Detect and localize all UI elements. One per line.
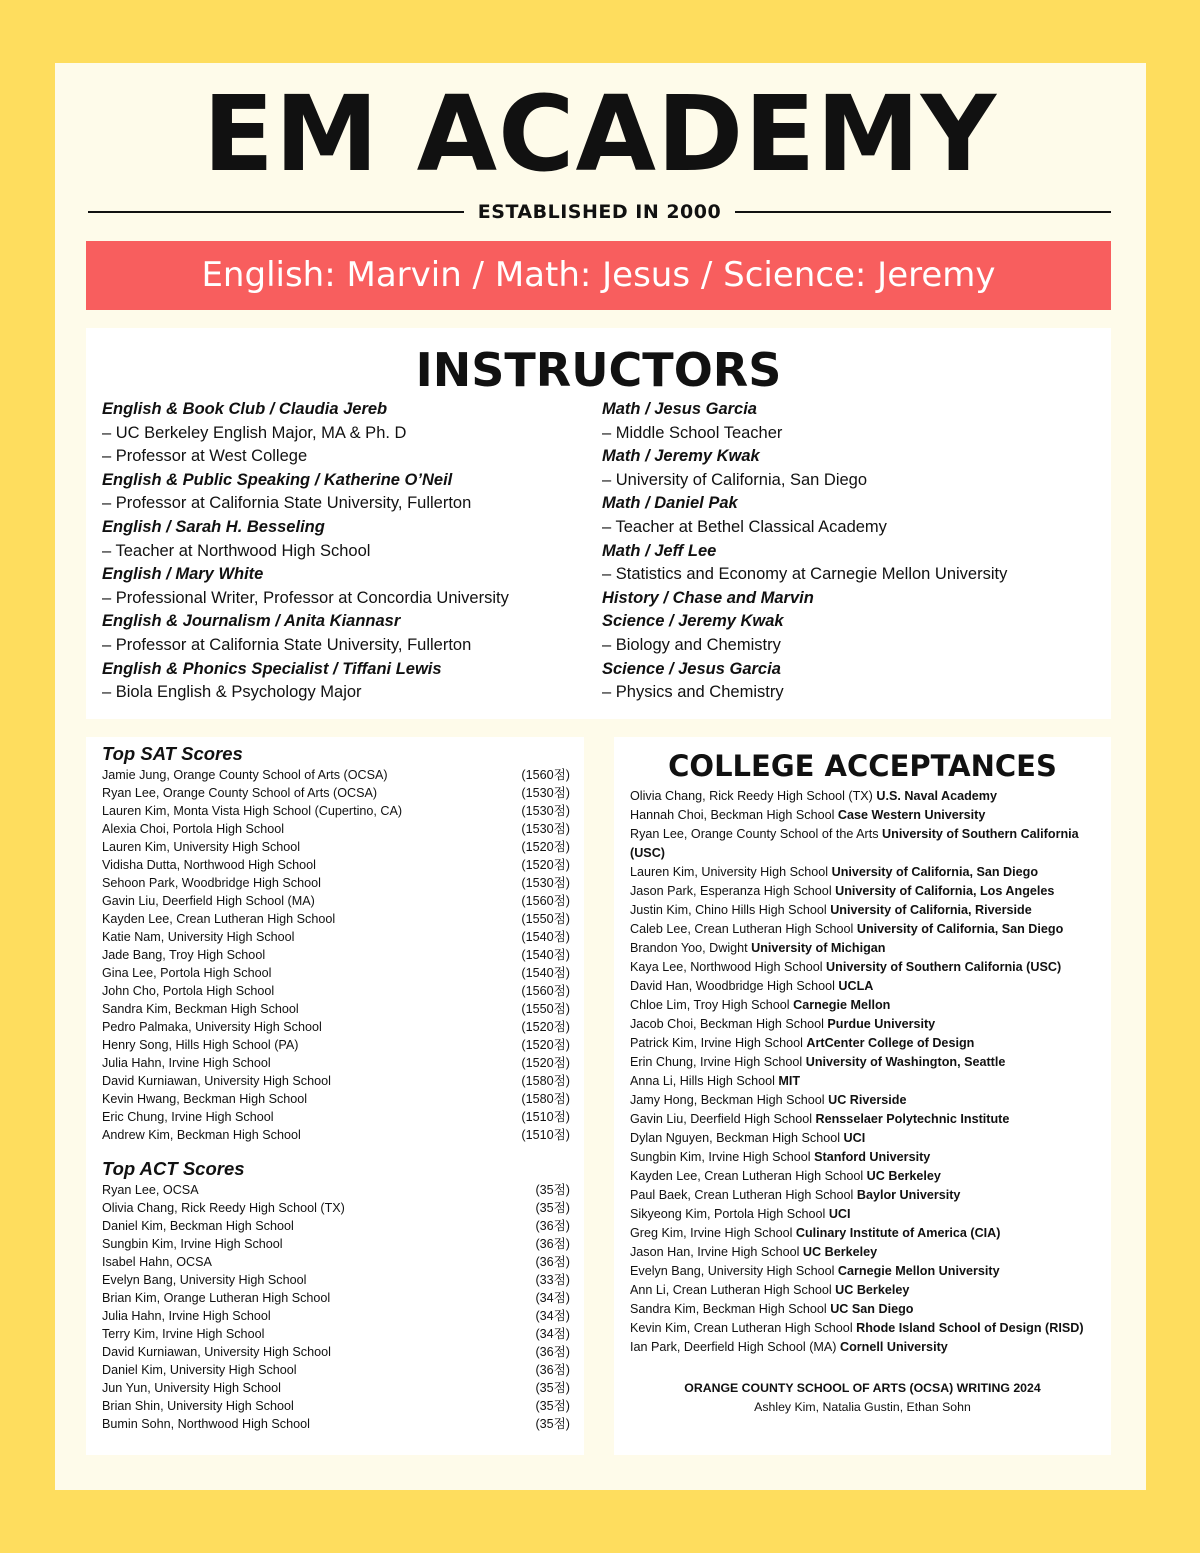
instructors-title: INSTRUCTORS	[415, 343, 782, 397]
instructor-heading: English / Mary White	[102, 565, 264, 584]
sat-score-row	[102, 1054, 570, 1072]
score-value: (1540점)	[521, 966, 570, 980]
acceptance-student: Greg Kim, Irvine High School	[630, 1226, 793, 1240]
student-name: Jun Yun, University High School	[102, 1381, 281, 1395]
acceptance-college: UC Berkeley	[866, 1169, 941, 1183]
instructors-right-column	[602, 398, 1102, 705]
instructor-heading: English & Phonics Specialist / Tiffani Lewis	[102, 659, 442, 678]
student-name: John Cho, Portola High School	[102, 984, 275, 998]
acceptance-row	[630, 1243, 1100, 1262]
divider-right	[735, 211, 1111, 213]
acceptance-row	[630, 901, 1100, 920]
acceptance-student: Ryan Lee, Orange County School of the Arts	[630, 827, 879, 841]
acceptance-student: Evelyn Bang, University High School	[630, 1264, 835, 1278]
sat-score-row	[102, 1036, 570, 1054]
sat-score-row	[102, 820, 570, 838]
acceptance-college: Case Western University	[837, 808, 986, 822]
instructor-detail: – Professional Writer, Professor at Concordia University	[102, 588, 509, 607]
acceptance-row	[630, 1129, 1100, 1148]
student-name: Gavin Liu, Deerfield High School (MA)	[102, 894, 315, 908]
sat-score-row	[102, 928, 570, 946]
acceptance-row	[630, 1319, 1100, 1338]
acceptances-title: COLLEGE ACCEPTANCES	[668, 749, 1057, 783]
acceptances-list	[630, 787, 1100, 1357]
instructor-detail: – Middle School Teacher	[602, 423, 783, 442]
sat-score-row	[102, 784, 570, 802]
acceptance-college: University of California, San Diego	[831, 865, 1039, 879]
acceptance-college: UC Berkeley	[835, 1283, 910, 1297]
student-name: David Kurniawan, University High School	[102, 1345, 331, 1359]
student-name: Lauren Kim, University High School	[102, 840, 301, 854]
acceptance-row	[630, 863, 1100, 882]
act-score-row	[102, 1217, 570, 1235]
acceptance-student: Justin Kim, Chino Hills High School	[630, 903, 827, 917]
student-name: Sandra Kim, Beckman High School	[102, 1002, 299, 1016]
score-value: (35점)	[535, 1381, 570, 1395]
act-score-row	[102, 1271, 570, 1289]
acceptance-college: UCI	[828, 1207, 851, 1221]
score-value: (35점)	[535, 1417, 570, 1431]
score-value: (1520점)	[521, 858, 570, 872]
instructor-heading: History / Chase and Marvin	[602, 588, 814, 607]
instructor-detail: – Teacher at Bethel Classical Academy	[602, 517, 887, 536]
act-score-row	[102, 1361, 570, 1379]
student-name: Ryan Lee, Orange County School of Arts (OCSA)	[102, 786, 378, 800]
student-name: Kayden Lee, Crean Lutheran High School	[102, 912, 336, 926]
acceptance-student: Caleb Lee, Crean Lutheran High School	[630, 922, 854, 936]
acceptance-college: University of California, Los Angeles	[835, 884, 1055, 898]
instructors-left-column	[102, 398, 602, 705]
instructor-heading: Math / Jeff Lee	[602, 541, 717, 560]
acceptance-student: Sikyeong Kim, Portola High School	[630, 1207, 826, 1221]
sat-score-row	[102, 1072, 570, 1090]
student-name: Eric Chung, Irvine High School	[102, 1110, 274, 1124]
acceptance-row	[630, 1300, 1100, 1319]
act-score-row	[102, 1415, 570, 1433]
student-name: Olivia Chang, Rick Reedy High School (TX)	[102, 1201, 345, 1215]
score-value: (35점)	[535, 1399, 570, 1413]
sat-score-row	[102, 802, 570, 820]
score-value: (1520점)	[521, 840, 570, 854]
score-value: (1580점)	[521, 1092, 570, 1106]
acceptance-college: Rensselaer Polytechnic Institute	[815, 1112, 1010, 1126]
score-value: (36점)	[535, 1255, 570, 1269]
act-score-row	[102, 1235, 570, 1253]
acceptance-student: Gavin Liu, Deerfield High School	[630, 1112, 813, 1126]
instructor-heading: Science / Jeremy Kwak	[602, 612, 784, 631]
instructor-detail: – University of California, San Diego	[602, 470, 868, 489]
sat-score-row	[102, 1090, 570, 1108]
acceptance-student: Ian Park, Deerfield High School (MA)	[630, 1340, 837, 1354]
score-value: (1530점)	[521, 822, 570, 836]
student-name: Andrew Kim, Beckman High School	[102, 1128, 301, 1142]
score-value: (1520점)	[521, 1020, 570, 1034]
acceptance-student: Dylan Nguyen, Beckman High School	[630, 1131, 841, 1145]
acceptance-student: Anna Li, Hills High School	[630, 1074, 775, 1088]
instructor-detail: – Professor at West College	[102, 447, 308, 466]
instructor-detail: – Biology and Chemistry	[602, 635, 781, 654]
act-score-row	[102, 1397, 570, 1415]
score-value: (1530점)	[521, 804, 570, 818]
page-title: EM ACADEMY	[202, 73, 998, 195]
score-value: (34점)	[535, 1291, 570, 1305]
score-value: (36점)	[535, 1237, 570, 1251]
acceptance-row	[630, 787, 1100, 806]
acceptance-row	[630, 1262, 1100, 1281]
instructor-detail: – UC Berkeley English Major, MA & Ph. D	[102, 423, 407, 442]
acceptance-row	[630, 1205, 1100, 1224]
established-row	[88, 198, 1111, 226]
acceptance-row	[630, 1148, 1100, 1167]
acceptance-row	[630, 825, 1100, 863]
acceptance-row	[630, 806, 1100, 825]
score-value: (33점)	[535, 1273, 570, 1287]
acceptance-row	[630, 1281, 1100, 1300]
act-score-row	[102, 1325, 570, 1343]
acceptance-college: University of Southern California (USC)	[630, 827, 1079, 860]
acceptance-student: Jason Han, Irvine High School	[630, 1245, 800, 1259]
student-name: Pedro Palmaka, University High School	[102, 1020, 322, 1034]
acceptance-student: Lauren Kim, University High School	[630, 865, 829, 879]
acceptance-student: Kaya Lee, Northwood High School	[630, 960, 823, 974]
student-name: Daniel Kim, University High School	[102, 1363, 297, 1377]
sat-score-row	[102, 874, 570, 892]
acceptance-row	[630, 1053, 1100, 1072]
acceptance-row	[630, 882, 1100, 901]
acceptance-college: ArtCenter College of Design	[806, 1036, 975, 1050]
acceptance-row	[630, 939, 1100, 958]
score-value: (1510점)	[521, 1110, 570, 1124]
score-value: (1510점)	[521, 1128, 570, 1142]
acceptance-student: Erin Chung, Irvine High School	[630, 1055, 803, 1069]
sat-score-row	[102, 856, 570, 874]
acceptance-college: Baylor University	[856, 1188, 961, 1202]
acceptance-college: University of California, San Diego	[856, 922, 1064, 936]
instructor-heading: English & Journalism / Anita Kiannasr	[102, 612, 401, 631]
instructor-detail: – Teacher at Northwood High School	[102, 541, 371, 560]
acceptance-college: University of Washington, Seattle	[805, 1055, 1006, 1069]
acceptance-college: University of Southern California (USC)	[826, 960, 1062, 974]
instructor-detail: – Professor at California State University, Fullerton	[102, 635, 472, 654]
acceptance-row	[630, 1110, 1100, 1129]
score-value: (1560점)	[521, 984, 570, 998]
act-score-row	[102, 1199, 570, 1217]
acceptance-college: UCI	[843, 1131, 866, 1145]
acceptance-student: Jacob Choi, Beckman High School	[630, 1017, 824, 1031]
acceptance-student: Brandon Yoo, Dwight	[630, 941, 748, 955]
acceptance-row	[630, 1072, 1100, 1091]
acceptance-student: Kayden Lee, Crean Lutheran High School	[630, 1169, 864, 1183]
student-name: Terry Kim, Irvine High School	[102, 1327, 265, 1341]
sat-score-row	[102, 910, 570, 928]
instructor-detail: – Statistics and Economy at Carnegie Mellon University	[602, 565, 1008, 584]
acceptance-row	[630, 977, 1100, 996]
score-value: (1540점)	[521, 930, 570, 944]
student-name: Bumin Sohn, Northwood High School	[102, 1417, 310, 1431]
act-list	[102, 1181, 570, 1433]
instructor-heading: Math / Daniel Pak	[602, 494, 738, 513]
sat-score-row	[102, 1126, 570, 1144]
student-name: Jamie Jung, Orange County School of Arts (OCSA)	[102, 768, 388, 782]
acceptance-college: Cornell University	[839, 1340, 948, 1354]
acceptance-college: Stanford University	[814, 1150, 931, 1164]
act-score-row	[102, 1253, 570, 1271]
sat-score-row	[102, 1108, 570, 1126]
acceptance-row	[630, 1015, 1100, 1034]
score-value: (1520점)	[521, 1056, 570, 1070]
score-value: (36점)	[535, 1363, 570, 1377]
score-value: (34점)	[535, 1309, 570, 1323]
acceptance-college: Culinary Institute of America (CIA)	[795, 1226, 1001, 1240]
acceptance-college: UCLA	[838, 979, 874, 993]
act-score-row	[102, 1343, 570, 1361]
act-score-row	[102, 1379, 570, 1397]
score-value: (1520점)	[521, 1038, 570, 1052]
instructor-detail: – Professor at California State University, Fullerton	[102, 494, 472, 513]
instructor-heading: English & Public Speaking / Katherine O’Neil	[102, 470, 453, 489]
acceptance-row	[630, 1224, 1100, 1243]
acceptance-student: Sungbin Kim, Irvine High School	[630, 1150, 811, 1164]
instructor-detail: – Physics and Chemistry	[602, 683, 784, 702]
sat-score-row	[102, 766, 570, 784]
student-name: Julia Hahn, Irvine High School	[102, 1056, 271, 1070]
act-title: Top ACT Scores	[102, 1158, 245, 1179]
student-name: Alexia Choi, Portola High School	[102, 822, 285, 836]
acceptance-student: Jason Park, Esperanza High School	[630, 884, 832, 898]
act-score-row	[102, 1307, 570, 1325]
student-name: Brian Kim, Orange Lutheran High School	[102, 1291, 331, 1305]
student-name: Sungbin Kim, Irvine High School	[102, 1237, 283, 1251]
acceptance-student: David Han, Woodbridge High School	[630, 979, 835, 993]
sat-title: Top SAT Scores	[102, 743, 243, 764]
instructor-heading: Math / Jeremy Kwak	[602, 447, 760, 466]
score-value: (1550점)	[521, 912, 570, 926]
acceptance-college: UC Riverside	[828, 1093, 907, 1107]
acceptance-row	[630, 1167, 1100, 1186]
score-value: (1540점)	[521, 948, 570, 962]
student-name: Isabel Hahn, OCSA	[102, 1255, 212, 1269]
student-name: Evelyn Bang, University High School	[102, 1273, 307, 1287]
score-value: (36점)	[535, 1345, 570, 1359]
acceptance-row	[630, 1091, 1100, 1110]
acceptances-panel	[614, 737, 1111, 1455]
acceptance-college: University of California, Riverside	[830, 903, 1032, 917]
score-value: (34점)	[535, 1327, 570, 1341]
instructor-heading: Science / Jesus Garcia	[602, 659, 781, 678]
acceptance-college: Rhode Island School of Design (RISD)	[856, 1321, 1084, 1335]
acceptance-student: Hannah Choi, Beckman High School	[630, 808, 835, 822]
acceptance-student: Patrick Kim, Irvine High School	[630, 1036, 803, 1050]
ocsa-heading: ORANGE COUNTY SCHOOL OF ARTS (OCSA) WRITING 2024	[684, 1381, 1041, 1395]
acceptance-college: UC San Diego	[830, 1302, 914, 1316]
student-name: Jade Bang, Troy High School	[102, 948, 266, 962]
acceptance-student: Chloe Lim, Troy High School	[630, 998, 790, 1012]
score-value: (36점)	[535, 1219, 570, 1233]
sat-score-row	[102, 982, 570, 1000]
acceptance-student: Paul Baek, Crean Lutheran High School	[630, 1188, 854, 1202]
acceptance-college: UC Berkeley	[802, 1245, 878, 1259]
acceptance-row	[630, 958, 1100, 977]
acceptance-student: Olivia Chang, Rick Reedy High School (TX)	[630, 789, 873, 803]
score-value: (1530점)	[521, 786, 570, 800]
acceptance-college: Carnegie Mellon University	[837, 1264, 1000, 1278]
score-value: (35점)	[535, 1183, 570, 1197]
sat-score-row	[102, 892, 570, 910]
student-name: Lauren Kim, Monta Vista High School (Cupertino, CA)	[102, 804, 403, 818]
instructor-heading: English & Book Club / Claudia Jereb	[102, 400, 388, 418]
score-value: (1560점)	[521, 768, 570, 782]
student-name: Brian Shin, University High School	[102, 1399, 294, 1413]
student-name: Sehoon Park, Woodbridge High School	[102, 876, 321, 890]
acceptance-college: University of Michigan	[751, 941, 886, 955]
student-name: Kevin Hwang, Beckman High School	[102, 1092, 308, 1106]
act-score-row	[102, 1181, 570, 1199]
score-value: (1530점)	[521, 876, 570, 890]
student-name: Katie Nam, University High School	[102, 930, 295, 944]
acceptance-row	[630, 1338, 1100, 1357]
instructor-heading: English / Sarah H. Besseling	[102, 517, 325, 536]
score-value: (35점)	[535, 1201, 570, 1215]
sat-score-row	[102, 838, 570, 856]
acceptance-college: U.S. Naval Academy	[876, 789, 998, 803]
sat-score-row	[102, 1018, 570, 1036]
score-value: (1560점)	[521, 894, 570, 908]
acceptance-row	[630, 996, 1100, 1015]
instructor-heading: Math / Jesus Garcia	[602, 400, 757, 418]
divider-left	[88, 211, 464, 213]
acceptance-college: MIT	[778, 1074, 801, 1088]
acceptance-college: Purdue University	[827, 1017, 936, 1031]
instructor-detail: – Biola English & Psychology Major	[102, 683, 362, 702]
sat-list	[102, 766, 570, 1144]
sat-score-row	[102, 964, 570, 982]
acceptance-student: Sandra Kim, Beckman High School	[630, 1302, 827, 1316]
student-name: Gina Lee, Portola High School	[102, 966, 272, 980]
acceptance-row	[630, 920, 1100, 939]
score-value: (1550점)	[521, 1002, 570, 1016]
sat-score-row	[102, 1000, 570, 1018]
student-name: Julia Hahn, Irvine High School	[102, 1309, 271, 1323]
student-name: Daniel Kim, Beckman High School	[102, 1219, 294, 1233]
acceptance-student: Kevin Kim, Crean Lutheran High School	[630, 1321, 853, 1335]
acceptance-college: Carnegie Mellon	[793, 998, 891, 1012]
act-score-row	[102, 1289, 570, 1307]
established-text: ESTABLISHED IN 2000	[477, 201, 722, 223]
score-value: (1580점)	[521, 1074, 570, 1088]
instructors-panel	[86, 328, 1111, 719]
student-name: Vidisha Dutta, Northwood High School	[102, 858, 316, 872]
ocsa-names: Ashley Kim, Natalia Gustin, Ethan Sohn	[754, 1400, 971, 1414]
acceptance-student: Jamy Hong, Beckman High School	[630, 1093, 825, 1107]
scores-panel	[86, 737, 584, 1455]
sat-score-row	[102, 946, 570, 964]
acceptance-row	[630, 1186, 1100, 1205]
student-name: Ryan Lee, OCSA	[102, 1183, 199, 1197]
subject-banner: English: Marvin / Math: Jesus / Science: Jeremy	[86, 241, 1111, 310]
student-name: Henry Song, Hills High School (PA)	[102, 1038, 299, 1052]
student-name: David Kurniawan, University High School	[102, 1074, 331, 1088]
acceptance-row	[630, 1034, 1100, 1053]
acceptance-student: Ann Li, Crean Lutheran High School	[630, 1283, 832, 1297]
